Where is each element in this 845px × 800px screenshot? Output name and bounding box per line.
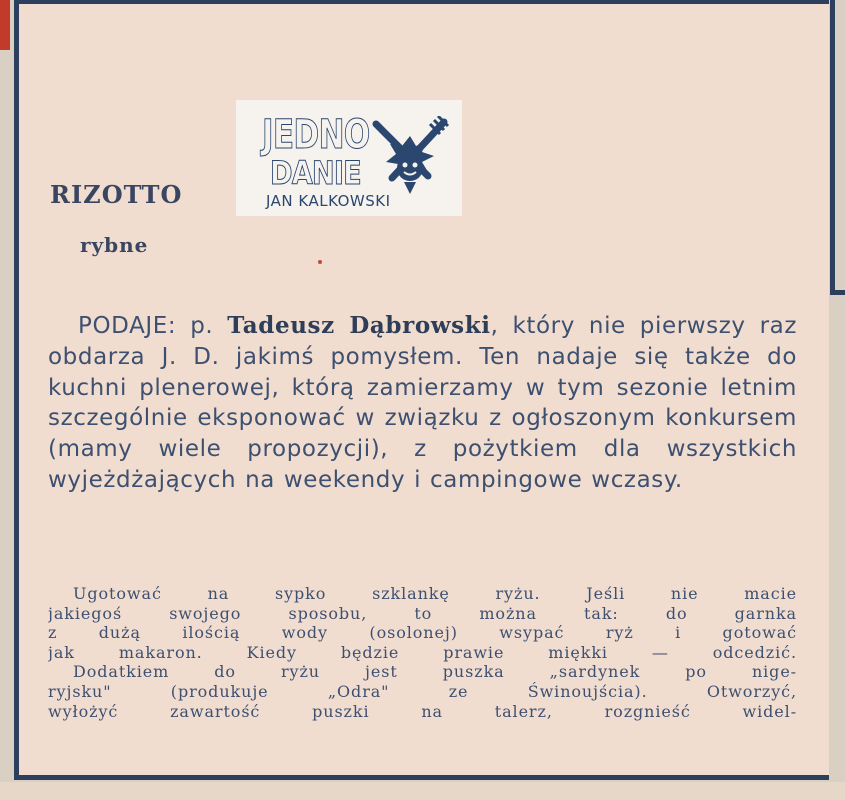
body-line: jak makaron. Kiedy będzie prawie miękki — odcedzić.: [48, 642, 797, 662]
body-line: wyłożyć zawartość puszki na talerz, rozgnieść widel-: [48, 701, 797, 721]
body-line: Ugotować na sypko szklankę ryżu. Jeśli nie macie: [73, 584, 797, 603]
red-page-edge: [0, 0, 10, 50]
lead-prefix: PODAJE: p.: [78, 313, 228, 339]
page-bottom-margin: [0, 782, 845, 800]
author-name: Tadeusz Dąbrowski: [227, 312, 491, 339]
body-line: jakiegoś swojego sposobu, to można tak: do garnka: [48, 603, 797, 623]
lead-paragraph: [48, 311, 797, 496]
logo-author: JAN KALKOWSKI: [266, 192, 391, 210]
lead-text: , który nie pierwszy raz obdarza J. D. jakimś pomysłem. Ten nadaje się także do kuchni plenerowej, którą zamierzamy w tym sezonie letnim szczególnie eksponować w związku z ogłoszonym konkursem (mamy wiele propozycji), z pożytkiem dla wszystkich wyjeżdżających na weekendy i campingowe wczasy.: [48, 313, 797, 493]
recipe-title: RIZOTTO: [50, 180, 183, 209]
logo-word-jedno: JEDNO: [262, 112, 370, 158]
column-logo: [236, 100, 462, 216]
body-line: ryjsku" (produkuje „Odra" ze Świnoujścia). Otworzyć,: [48, 681, 797, 701]
body-line: Dodatkiem do ryżu jest puszka „sardynek po nige-: [73, 662, 797, 682]
ink-speck: [318, 260, 322, 264]
frame-right-step: [830, 290, 845, 295]
recipe-subtitle: rybne: [80, 233, 149, 257]
body-line: z dużą ilością wody (osolonej) wsypać ryż i gotować: [48, 623, 797, 643]
logo-word-danie: DANIE: [270, 154, 361, 192]
fork-knife-chef-emblem-icon: [368, 116, 452, 200]
frame-right-border: [830, 0, 835, 295]
recipe-body: [48, 584, 797, 721]
